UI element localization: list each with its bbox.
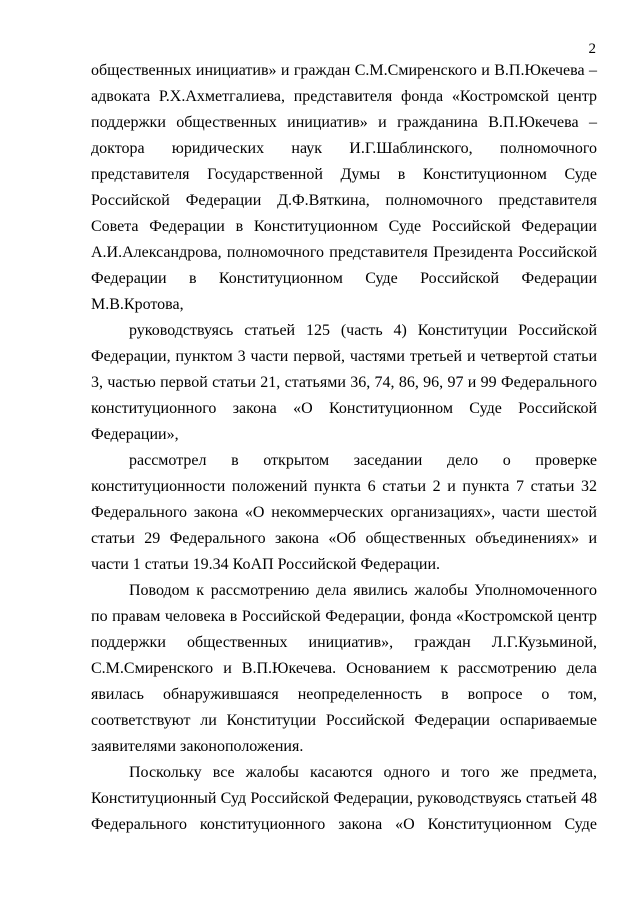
paragraph-2: руководствуясь статьей 125 (часть 4) Конституции Российской Федерации, пунктом 3 части первой, частями третьей и четвертой статьи 3, частью первой статьи 21, статьями 36, 74, 86, 96, 97 и 99 Федерального конституционного закона «О Конституционном Суде Российской Федерации», [91, 322, 597, 443]
paragraph-5: Поскольку все жалобы касаются одного и того же предмета, Конституционный Суд Российской Федерации, руководствуясь статьей 48 Федерального конституционного закона «О Конституционном Суде [91, 764, 597, 833]
paragraph-3: рассмотрел в открытом заседании дело о проверке конституционности положений пункта 6 статьи 2 и пункта 7 статьи 32 Федерального закона «О некоммерческих организациях», части шестой статьи 29 Федерального закона «Об общественных объединениях» и части 1 статьи 19.34 КоАП Российской Федерации. [91, 452, 597, 573]
paragraph-4: Поводом к рассмотрению дела явились жалобы Уполномоченного по правам человека в Российской Федерации, фонда «Костромской центр поддержки общественных инициатив», граждан Л.Г.Кузьминой, С.М.Смиренского и В.П.Юкечева. Основанием к рассмотрению дела явилась обнаружившаяся неопределенность в вопросе о том, соответствуют ли Конституции Российской Федерации оспариваемые заявителями законоположения. [91, 582, 597, 755]
paragraph-1: общественных инициатив» и граждан С.М.Смиренского и В.П.Юкечева – адвоката Р.Х.Ахметгалиева, представителя фонда «Костромской центр поддержки общественных инициатив» и гражданина В.П.Юкечева – доктора юридических наук И.Г.Шаблинского, полномочного представителя Государственной Думы в Конституционном Суде Российской Федерации Д.Ф.Вяткина, полномочного представителя Совета Федерации в Конституционном Суде Российской Федерации А.И.Александрова, полномочного представителя Президента Российской Федерации в Конституционном Суде Российской Федерации М.В.Кротова, [91, 62, 597, 313]
page-number: 2 [588, 41, 596, 57]
document-body [91, 58, 597, 838]
